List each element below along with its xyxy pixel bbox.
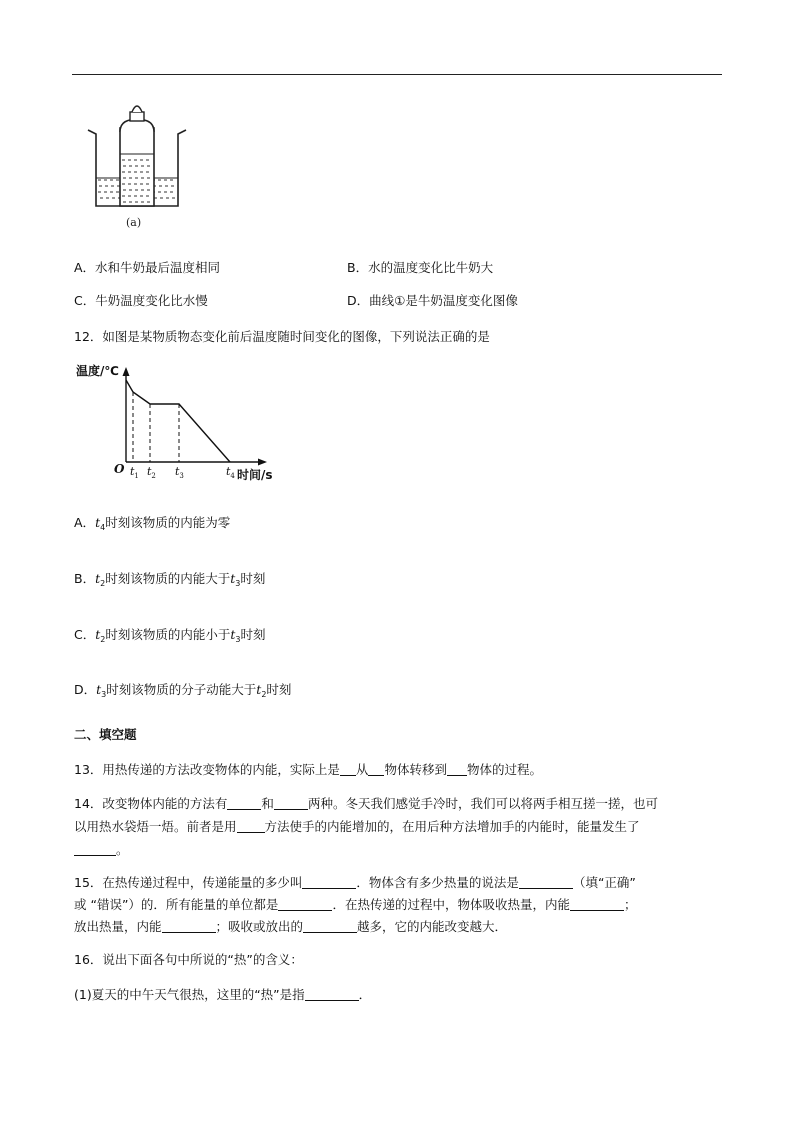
temperature-time-chart bbox=[74, 358, 284, 486]
q15-line-3: 放出热量，内能 ；吸收或放出的 越多，它的内能改变越大． bbox=[74, 919, 508, 934]
q12-option-b: B．$t_2$时刻该物质的内能大于$t_3$时刻 bbox=[74, 571, 266, 588]
q16-stem: 16．说出下面各句中所说的“热”的含义： bbox=[74, 952, 303, 967]
q15-blank-5[interactable] bbox=[162, 919, 216, 933]
origin-label: O bbox=[114, 462, 125, 476]
figure-label: (a) bbox=[126, 216, 142, 229]
q12-option-c: C．$t_2$时刻该物质的内能小于$t_3$时刻 bbox=[74, 627, 266, 644]
tick-t2: t bbox=[147, 465, 152, 478]
svg-text:t1 bbox=[130, 465, 139, 480]
q11-option-c: C．牛奶温度变化比水慢 bbox=[74, 293, 208, 308]
beaker-figure bbox=[86, 98, 196, 230]
q14-line-2: 以用热水袋焐一焐。前者是用 方法使手的内能增加的，在用后种方法增加手的内能时，能量发生了 bbox=[74, 819, 640, 834]
header-rule bbox=[72, 74, 722, 75]
q15-blank-3[interactable] bbox=[278, 897, 332, 911]
q15-blank-2[interactable] bbox=[519, 875, 573, 889]
q14-line-1: 14．改变物体内能的方法有 和 两种。冬天我们感觉手冷时，我们可以将两手相互搓一搓，也可 bbox=[74, 796, 658, 811]
x-axis-label: 时间/s bbox=[237, 468, 273, 482]
tick-t4: t bbox=[226, 465, 231, 478]
tick-t1-sub: 1 bbox=[134, 472, 139, 480]
q12-stem: 12．如图是某物质物态变化前后温度随时间变化的图像，下列说法正确的是 bbox=[74, 329, 490, 344]
y-axis-label: 温度/℃ bbox=[76, 364, 119, 378]
q12-option-d: D．$t_3$时刻该物质的分子动能大于$t_2$时刻 bbox=[74, 682, 292, 699]
q14-blank-1[interactable] bbox=[227, 796, 261, 810]
q12-option-a: A．$t_4$时刻该物质的内能为零 bbox=[74, 515, 231, 532]
tick-t4-sub: 4 bbox=[230, 472, 235, 480]
svg-text:t4 bbox=[226, 465, 235, 480]
q11-option-b: B．水的温度变化比牛奶大 bbox=[347, 260, 494, 275]
tick-t2-sub: 2 bbox=[151, 472, 156, 480]
q13-text: 13．用热传递的方法改变物体的内能，实际上是 从 物体转移到 物体的过程。 bbox=[74, 762, 542, 777]
q11-option-a: A．水和牛奶最后温度相同 bbox=[74, 260, 221, 275]
q16-sub-1: (1)夏天的中午天气很热，这里的“热”是指 ． bbox=[74, 987, 372, 1002]
q16-blank-1[interactable] bbox=[305, 987, 359, 1001]
svg-text:t3 bbox=[175, 465, 184, 480]
q14-line-3: 。 bbox=[74, 841, 129, 859]
tick-t3-sub: 3 bbox=[179, 472, 184, 480]
q13-blank-2[interactable] bbox=[368, 762, 384, 776]
q15-line-1: 15．在热传递过程中，传递能量的多少叫 ．物体含有多少热量的说法是 （填“正确” bbox=[74, 875, 636, 890]
q14-blank-2[interactable] bbox=[274, 796, 308, 810]
q13-blank-1[interactable] bbox=[340, 762, 356, 776]
tick-t1: t bbox=[130, 465, 135, 478]
q15-line-2: 或 “错误”）的．所有能量的单位都是 ．在热传递的过程中，物体吸收热量，内能 ； bbox=[74, 897, 637, 912]
q11-option-d: D．曲线①是牛奶温度变化图像 bbox=[347, 293, 518, 308]
q14-blank-4[interactable] bbox=[74, 842, 116, 856]
svg-text:t2 bbox=[147, 465, 156, 480]
q15-blank-1[interactable] bbox=[302, 875, 356, 889]
q15-blank-6[interactable] bbox=[303, 919, 357, 933]
temperature-curve bbox=[126, 380, 230, 462]
tick-t3: t bbox=[175, 465, 180, 478]
q13-blank-3[interactable] bbox=[447, 762, 467, 776]
q14-blank-3[interactable] bbox=[237, 819, 265, 833]
section-title: 二、填空题 bbox=[74, 727, 137, 742]
q15-blank-4[interactable] bbox=[570, 897, 624, 911]
